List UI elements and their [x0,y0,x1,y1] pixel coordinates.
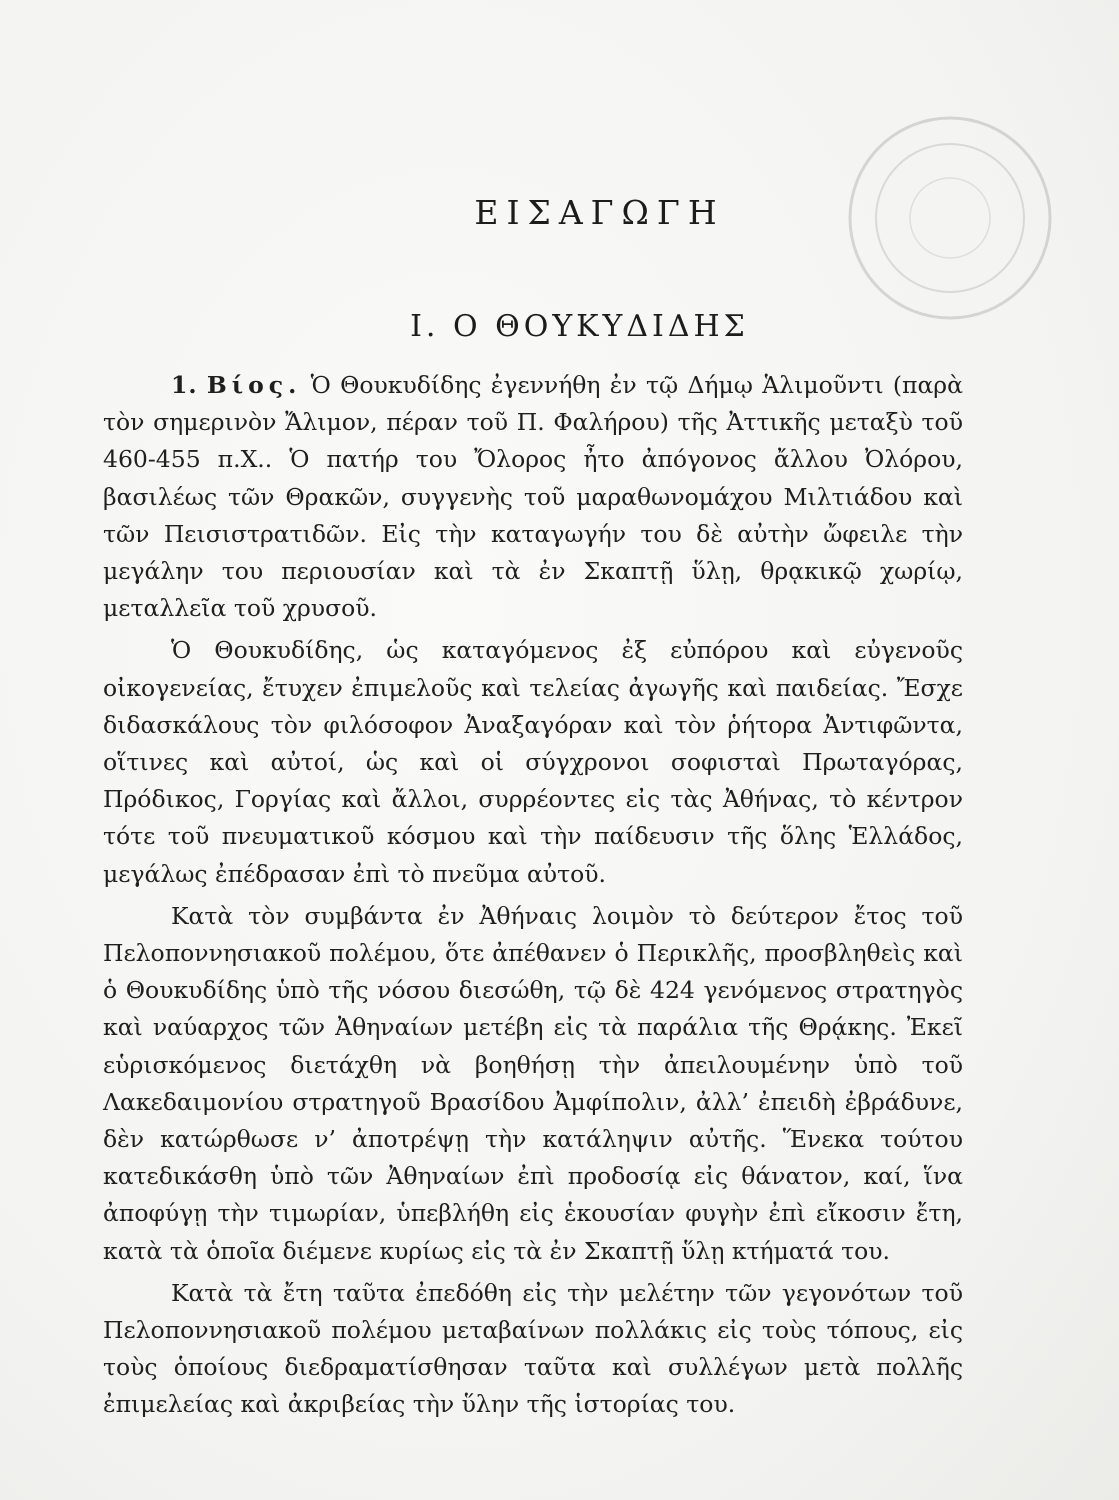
main-text [103,367,963,1424]
paragraph-4: Κατὰ τὰ ἔτη ταῦτα ἐπεδόθη εἰς τὴν μελέτην τῶν γεγονότων τοῦ Πελοποννησιακοῦ πολέμου μεταβαίνων πολλάκις εἰς τοὺς τόπους, εἰς τοὺς ὁποίους διεδραματίσθησαν ταῦτα καὶ συλλέγων μετὰ πολλῆς ἐπιμελείας καὶ ἀκριβείας τὴν ὕλην τῆς ἱστορίας του. [103,1278,963,1419]
page-title: ΕΙΣΑΓΩΓΗ [474,193,725,232]
section-heading: Βίος. [206,371,302,399]
paragraph-1 [103,367,963,627]
paragraph-2: Ὁ Θουκυδίδης, ὡς καταγόμενος ἐξ εὐπόρου καὶ εὐγενοῦς οἰκογενείας, ἔτυχεν ἐπιμελοῦς καὶ τελείας ἀγωγῆς καὶ παιδείας. Ἔσχε διδασκάλους τὸν φιλόσοφον Ἀναξαγόραν καὶ τὸν ῥήτορα Ἀντιφῶντα, οἵτινες καὶ αὐτοί, ὡς καὶ οἱ σύγχρονοι σοφισταὶ Πρωταγόρας, Πρόδικος, Γοργίας καὶ ἄλλοι, συρρέοντες εἰς τὰς Ἀθήνας, τὸ κέντρον τότε τοῦ πνευματικοῦ κόσμου καὶ τὴν παίδευσιν τῆς ὅλης Ἑλλάδος, μεγάλως ἐπέδρασαν ἐπὶ τὸ πνεῦμα αὐτοῦ. [103,636,963,888]
paragraph-3: Κατὰ τὸν συμβάντα ἐν Ἀθήναις λοιμὸν τὸ δεύτερον ἔτος τοῦ Πελοποννησιακοῦ πολέμου, ὅτε ἀπέθανεν ὁ Περικλῆς, προσβληθεὶς καὶ ὁ Θουκυδίδης ὑπὸ τῆς νόσου διεσώθη, τῷ δὲ 424 γενόμενος στρατηγὸς καὶ ναύαρχος τῶν Ἀθηναίων μετέβη εἰς τὰ παράλια τῆς Θρᾴκης. Ἐκεῖ εὑρισκόμενος διετάχθη νὰ βοηθήσῃ τὴν ἀπειλουμένην ὑπὸ τοῦ Λακεδαιμονίου στρατηγοῦ Βρασίδου Ἀμφίπολιν, ἀλλ’ ἐπειδὴ ἐβράδυνε, δὲν κατώρθωσε ν’ ἀποτρέψῃ τὴν κατάληψιν αὐτῆς. Ἕνεκα τούτου κατεδικάσθη ὑπὸ τῶν Ἀθηναίων ἐπὶ προδοσίᾳ εἰς θάνατον, καί, ἵνα ἀποφύγῃ τὴν τιμωρίαν, ὑπεβλήθη εἰς ἑκουσίαν φυγὴν ἐπὶ εἴκοσιν ἔτη, κατὰ τὰ ὁποῖα διέμενε κυρίως εἰς τὰ ἐν Σκαπτῇ ὕλῃ κτήματά του. [103,901,963,1265]
chapter-subtitle: Ι. Ο ΘΟΥΚΥΔΙΔΗΣ [410,309,749,344]
paragraph-text: Ὁ Θουκυδίδης ἐγεννήθη ἐν τῷ Δήμῳ Ἁλιμοῦντι (παρὰ τὸν σημερινὸν Ἄλιμον, πέραν τοῦ Π. Φαλήρου) τῆς Ἀττικῆς μεταξὺ τοῦ 460-455 π.Χ.. Ὁ πατήρ του Ὄλορος ἦτο ἀπόγονος ἄλλου Ὀλόρου, βασιλέως τῶν Θρακῶν, συγγενὴς τοῦ μαραθωνομάχου Μιλτιάδου καὶ τῶν Πεισιστρατιδῶν. Εἰς τὴν καταγωγήν του δὲ αὐτὴν ὤφειλε τὴν μεγάλην του περιουσίαν καὶ τὰ ἐν Σκαπτῇ ὕλῃ, θρᾳκικῷ χωρίῳ, μεταλλεῖα τοῦ χρυσοῦ. [103,371,963,623]
section-number: 1. [171,371,198,399]
